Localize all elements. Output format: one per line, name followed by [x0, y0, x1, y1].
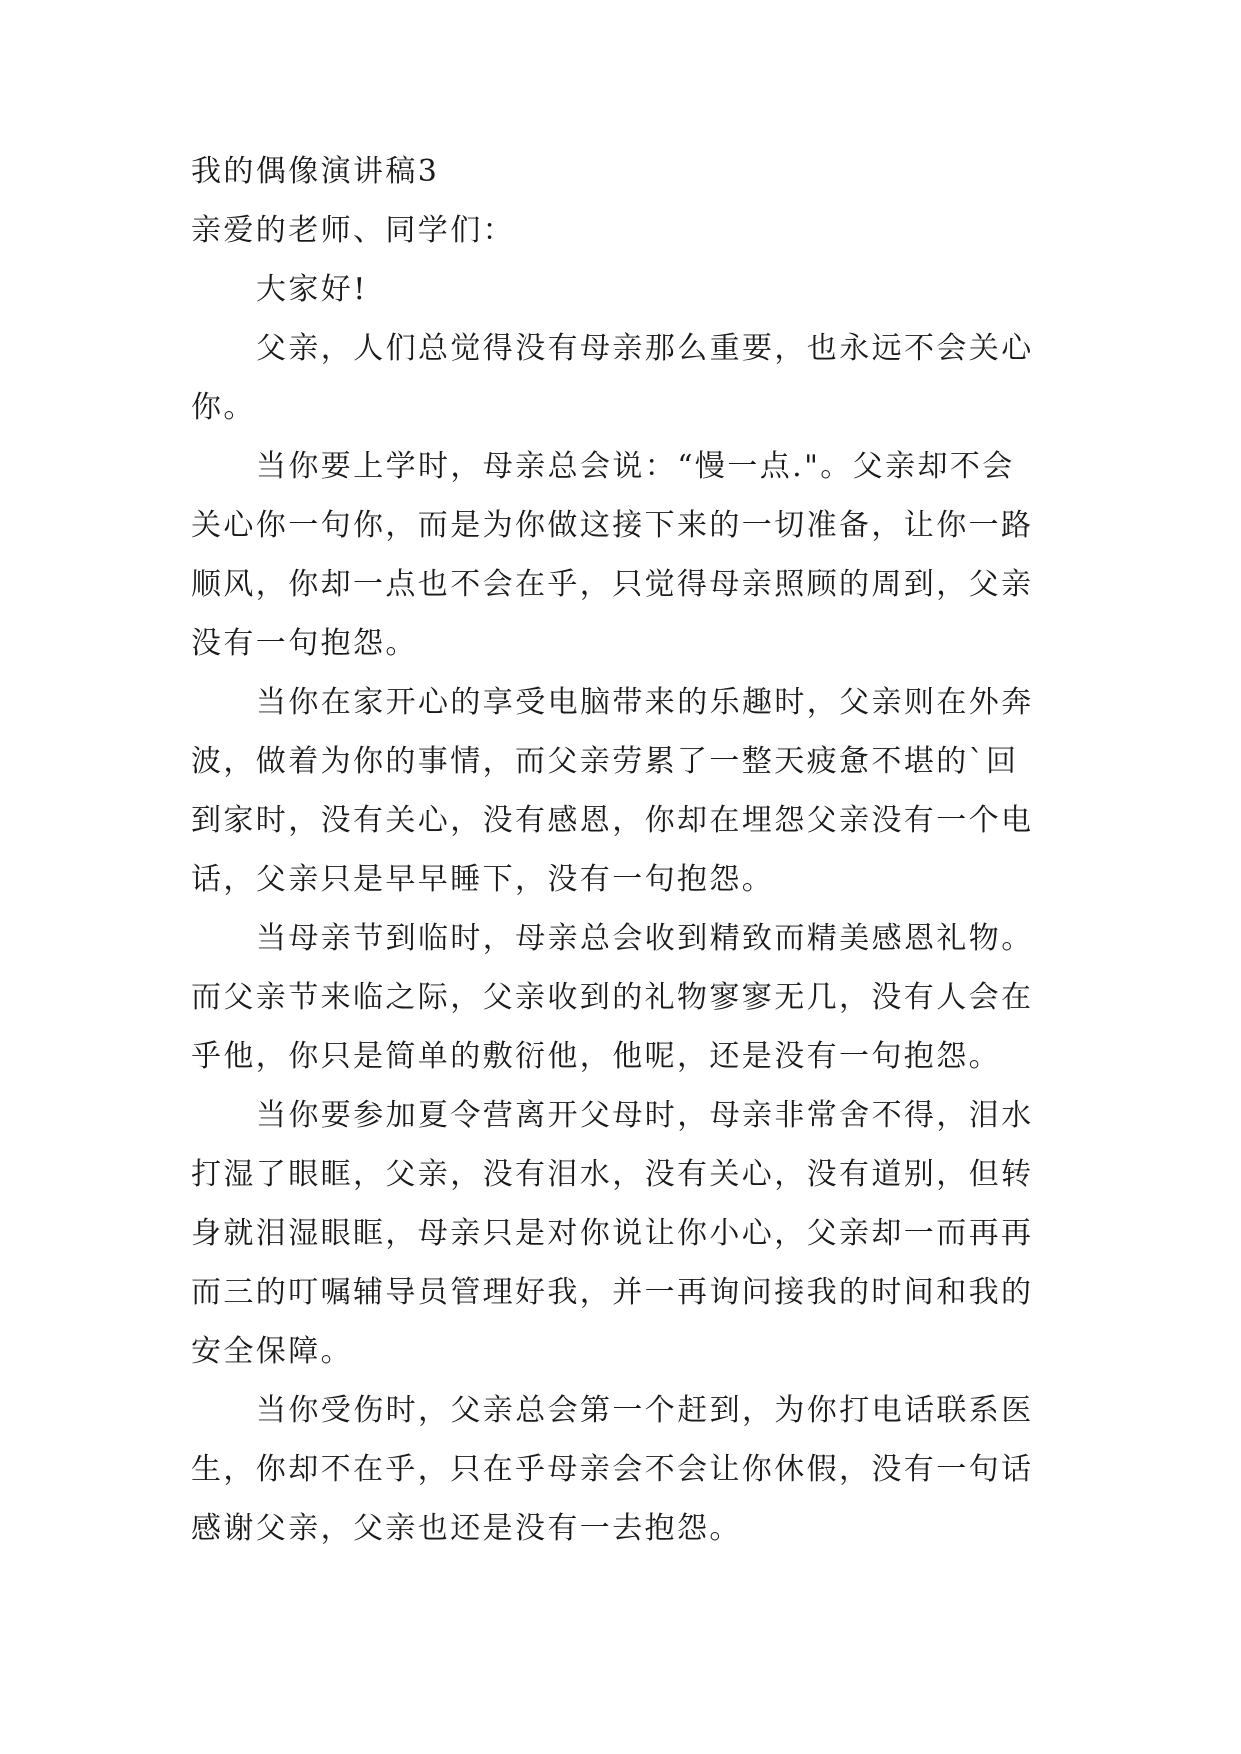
paragraph-line: 当你在家开心的享受电脑带来的乐趣时，父亲则在外奔 — [256, 685, 1034, 720]
paragraph-line: 而三的叮嘱辅导员管理好我，并一再询问接我的时间和我的 — [191, 1275, 1034, 1310]
paragraph-line: 身就泪湿眼眶，母亲只是对你说让你小心，父亲却一而再再 — [191, 1216, 1034, 1251]
paragraph-line: 打湿了眼眶，父亲，没有泪水，没有关心，没有道别，但转 — [191, 1157, 1034, 1192]
document-title: 我的偶像演讲稿3 — [191, 154, 440, 189]
paragraph-line: 当你要参加夏令营离开父母时，母亲非常舍不得，泪水 — [256, 1098, 1034, 1133]
paragraph-line: 到家时，没有关心，没有感恩，你却在埋怨父亲没有一个电 — [191, 803, 1034, 838]
paragraph-line: 波，做着为你的事情，而父亲劳累了一整天疲惫不堪的`回 — [191, 744, 1019, 779]
paragraph-line: 没有一句抱怨。 — [191, 626, 418, 661]
paragraph-line: 关心你一句你，而是为你做这接下来的一切准备，让你一路 — [191, 508, 1034, 543]
salutation: 亲爱的老师、同学们： — [191, 213, 515, 248]
paragraph-line: 安全保障。 — [191, 1334, 353, 1369]
paragraph-line: 生，你却不在乎，只在乎母亲会不会让你休假，没有一句话 — [191, 1452, 1034, 1487]
paragraph-line: 顺风，你却一点也不会在乎，只觉得母亲照顾的周到，父亲 — [191, 567, 1034, 602]
greeting-line: 大家好! — [256, 272, 368, 307]
paragraph-line: 感谢父亲，父亲也还是没有一去抱怨。 — [191, 1511, 742, 1546]
paragraph-line: 当母亲节到临时，母亲总会收到精致而精美感恩礼物。 — [256, 921, 1034, 956]
paragraph-line: 乎他，你只是简单的敷衍他，他呢，还是没有一句抱怨。 — [191, 1039, 1001, 1074]
paragraph-line: 话，父亲只是早早睡下，没有一句抱怨。 — [191, 862, 775, 897]
paragraph-line: 父亲，人们总觉得没有母亲那么重要，也永远不会关心 — [256, 331, 1034, 366]
paragraph-line: 当你受伤时，父亲总会第一个赶到，为你打电话联系医 — [256, 1393, 1034, 1428]
paragraph-line: 当你要上学时，母亲总会说：“慢一点."。父亲却不会 — [256, 449, 1015, 484]
paragraph-line: 你。 — [191, 390, 256, 425]
paragraph-line: 而父亲节来临之际，父亲收到的礼物寥寥无几，没有人会在 — [191, 980, 1034, 1015]
